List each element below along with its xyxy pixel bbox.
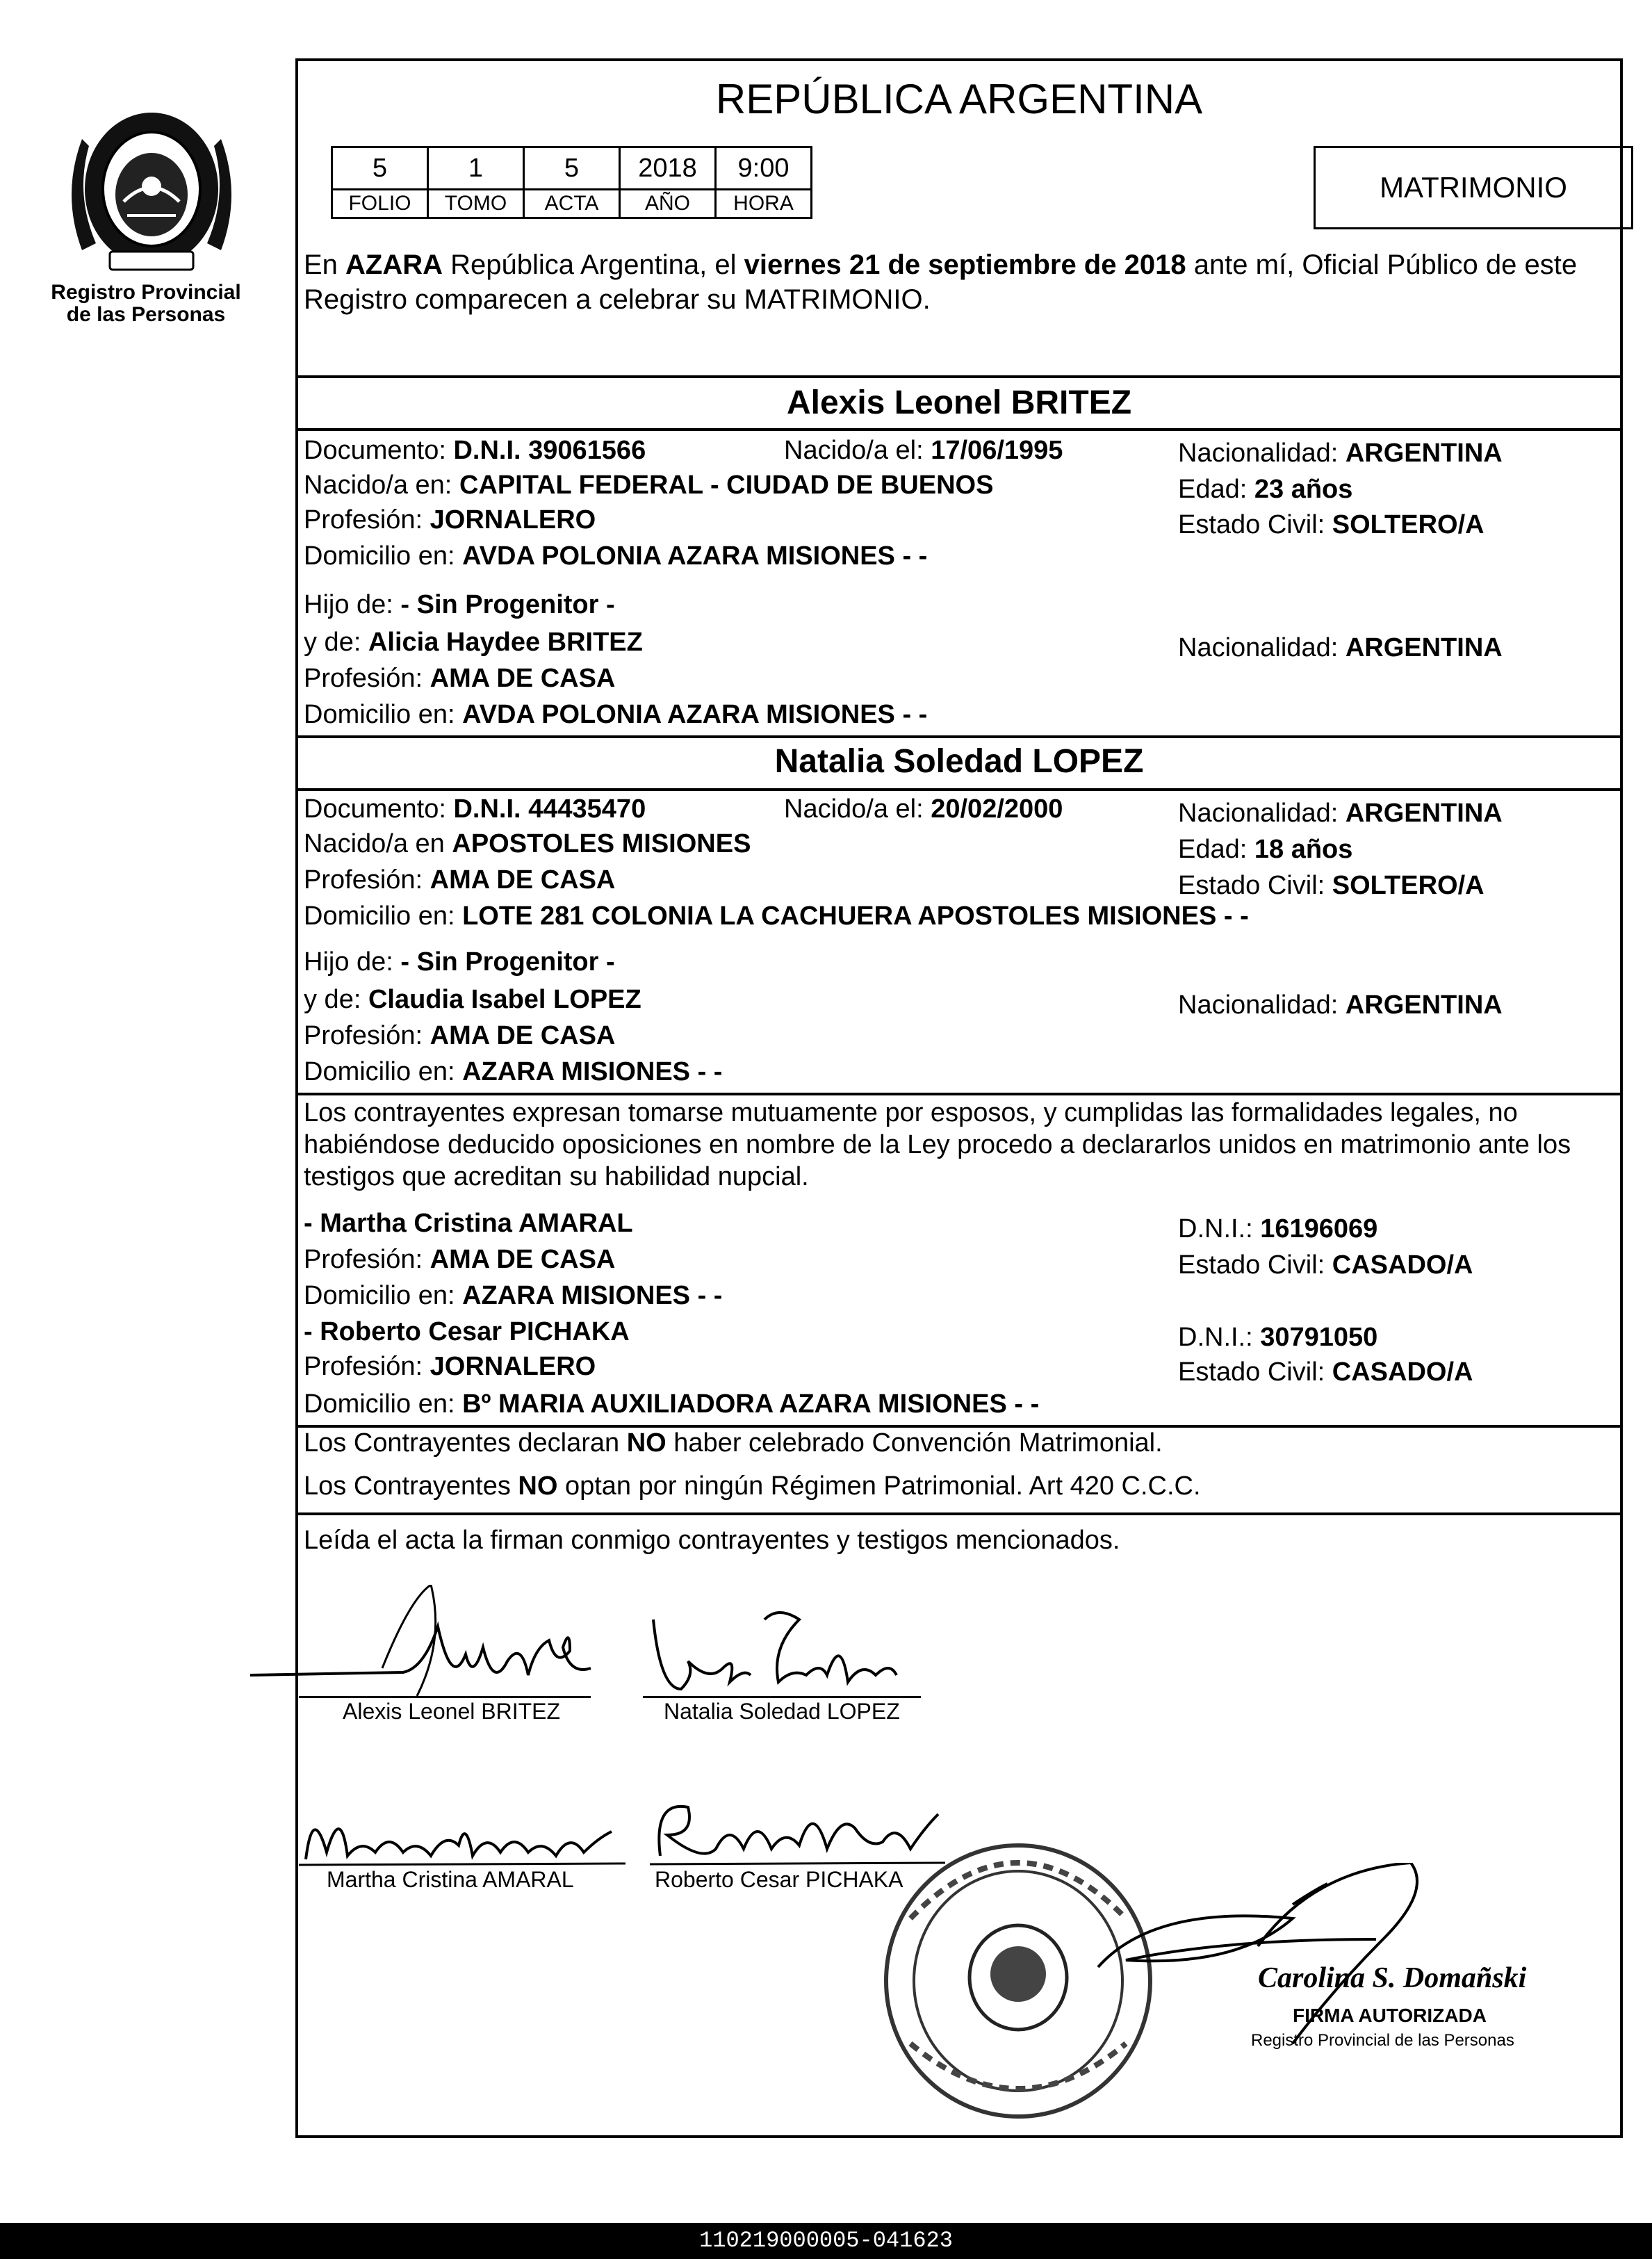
- witness1-address: Domicilio en: AZARA MISIONES - -: [304, 1281, 723, 1310]
- registry-name-line1: Registro Provincial: [51, 281, 241, 304]
- spouse2-nationality: Nacionalidad: ARGENTINA: [1178, 799, 1503, 828]
- folio-label: FOLIO: [332, 190, 428, 218]
- official-org: Registro Provincial de las Personas: [1251, 2031, 1514, 2050]
- signature-label-roberto: Roberto Cesar PICHAKA: [655, 1867, 903, 1892]
- spouse1-mother-address: Domicilio en: AVDA POLONIA AZARA MISIONES - -: [304, 700, 928, 729]
- witness1-civil-status: Estado Civil: CASADO/A: [1178, 1250, 1473, 1280]
- signature-official: [1084, 1863, 1473, 2141]
- acta-value: 5: [524, 147, 620, 190]
- registry-name-line2: de las Personas: [66, 303, 226, 326]
- signature-label-martha: Martha Cristina AMARAL: [327, 1867, 574, 1892]
- spouse2-mother-address: Domicilio en: AZARA MISIONES - -: [304, 1057, 723, 1086]
- official-name: Carolina S. Domañski: [1258, 1962, 1527, 1994]
- spouse1-name: Alexis Leonel BRITEZ: [786, 384, 1132, 421]
- witness2-name: - Roberto Cesar PICHAKA: [304, 1317, 630, 1346]
- spouse1-profession: Profesión: JORNALERO: [304, 505, 596, 535]
- spouse1-mother: y de: Alicia Haydee BRITEZ: [304, 628, 643, 657]
- signature-line: [643, 1696, 921, 1698]
- record-type-box: MATRIMONIO: [1314, 146, 1633, 229]
- spouse1-age: Edad: 23 años: [1178, 475, 1353, 504]
- spouse2-civil-status: Estado Civil: SOLTERO/A: [1178, 871, 1485, 900]
- hora-value: 9:00: [716, 147, 812, 190]
- witness2-address: Domicilio en: Bº MARIA AUXILIADORA AZARA MISIONES - -: [304, 1389, 1040, 1419]
- spouse1-nationality: Nacionalidad: ARGENTINA: [1178, 439, 1503, 468]
- intro-paragraph: En AZARA República Argentina, el viernes 21 de septiembre de 2018 ante mí, Oficial Público de este Registro comparecen a celebrar su MATRIMONIO.: [304, 250, 1578, 315]
- spouse2-name: Natalia Soledad LOPEZ: [774, 743, 1144, 780]
- signature-line: [299, 1696, 591, 1698]
- province-seal-logo: [61, 97, 242, 278]
- tomo-value: 1: [428, 147, 524, 190]
- signature-label-alexis: Alexis Leonel BRITEZ: [343, 1699, 561, 1724]
- divider: [295, 428, 1623, 431]
- spouse2-profession: Profesión: AMA DE CASA: [304, 865, 616, 895]
- signature-natalia: [639, 1592, 917, 1710]
- document-code-bar: 110219000005-041623: [0, 2223, 1652, 2259]
- folio-value: 5: [332, 147, 428, 190]
- intro-place: AZARA: [345, 250, 443, 280]
- declaration-paragraph: Los contrayentes expresan tomarse mutuamente por esposos, y cumplidas las formalidades legales, no habiéndose deducido oposiciones en nombre de la Ley procedo a declararlos unidos en matrimonio ante los testigos que acreditan su habilidad nupcial.: [304, 1098, 1571, 1191]
- spouse1-mother-profession: Profesión: AMA DE CASA: [304, 664, 616, 693]
- witness2-profession: Profesión: JORNALERO: [304, 1352, 596, 1381]
- spouse2-mother-profession: Profesión: AMA DE CASA: [304, 1021, 616, 1050]
- anio-value: 2018: [620, 147, 716, 190]
- regime-statement: Los Contrayentes NO optan por ningún Régimen Patrimonial. Art 420 C.C.C.: [304, 1471, 1201, 1501]
- witness1-name: - Martha Cristina AMARAL: [304, 1209, 633, 1238]
- witness1-profession: Profesión: AMA DE CASA: [304, 1245, 616, 1274]
- spouse2-father: Hijo de: - Sin Progenitor -: [304, 947, 615, 977]
- spouse1-father: Hijo de: - Sin Progenitor -: [304, 590, 615, 619]
- convention-statement: Los Contrayentes declaran NO haber celebrado Convención Matrimonial.: [304, 1428, 1163, 1458]
- signature-label-natalia: Natalia Soledad LOPEZ: [664, 1699, 900, 1724]
- spouse1-mother-nationality: Nacionalidad: ARGENTINA: [1178, 633, 1503, 662]
- closing-statement: Leída el acta la firman conmigo contrayentes y testigos mencionados.: [304, 1526, 1120, 1555]
- spouse2-mother: y de: Claudia Isabel LOPEZ: [304, 985, 641, 1014]
- spouse2-mother-nationality: Nacionalidad: ARGENTINA: [1178, 990, 1503, 1020]
- hora-label: HORA: [716, 190, 812, 218]
- witness1-dni: D.N.I.: 16196069: [1178, 1214, 1378, 1243]
- intro-date: viernes 21 de septiembre de 2018: [744, 250, 1186, 280]
- spouse1-address: Domicilio en: AVDA POLONIA AZARA MISIONES - -: [304, 541, 928, 571]
- witness2-civil-status: Estado Civil: CASADO/A: [1178, 1357, 1473, 1387]
- witness2-dni: D.N.I.: 30791050: [1178, 1323, 1378, 1352]
- signature-martha: [299, 1790, 632, 1873]
- divider: [295, 788, 1623, 791]
- registry-name: [28, 282, 264, 326]
- country-title: REPÚBLICA ARGENTINA: [715, 76, 1203, 122]
- divider: [295, 1512, 1623, 1515]
- anio-label: AÑO: [620, 190, 716, 218]
- spouse1-civil-status: Estado Civil: SOLTERO/A: [1178, 510, 1485, 539]
- spouse2-birthplace: Nacido/a en APOSTOLES MISIONES: [304, 829, 751, 858]
- tomo-label: TOMO: [428, 190, 524, 218]
- spouse1-document: Documento: D.N.I. 39061566: [304, 436, 646, 465]
- spouse2-age: Edad: 18 años: [1178, 835, 1353, 864]
- spouse2-address: Domicilio en: LOTE 281 COLONIA LA CACHUERA APOSTOLES MISIONES - -: [304, 902, 1249, 931]
- spouse1-birthdate: Nacido/a el: 17/06/1995: [784, 436, 1063, 465]
- divider: [295, 375, 1623, 378]
- record-reference-table: [331, 146, 812, 219]
- divider: [295, 735, 1623, 738]
- acta-label: ACTA: [524, 190, 620, 218]
- spouse2-document: Documento: D.N.I. 44435470: [304, 794, 646, 824]
- spouse2-birthdate: Nacido/a el: 20/02/2000: [784, 794, 1063, 824]
- official-role: FIRMA AUTORIZADA: [1293, 2005, 1487, 2026]
- divider: [295, 1093, 1623, 1095]
- spouse1-birthplace: Nacido/a en: CAPITAL FEDERAL - CIUDAD DE BUENOS: [304, 471, 994, 500]
